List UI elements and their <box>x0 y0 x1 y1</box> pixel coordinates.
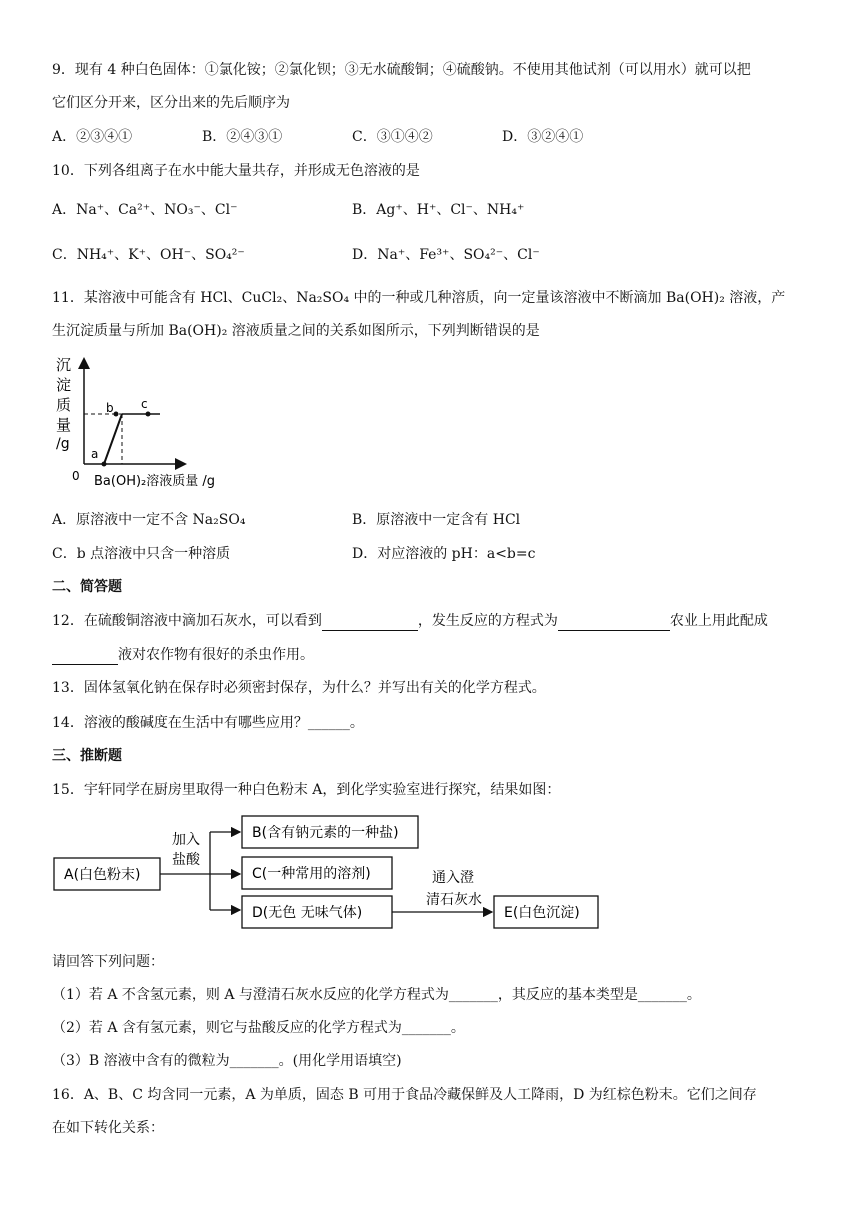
graph-xlabel: Ba(OH)₂溶液质量 /g <box>94 474 216 489</box>
graph-point-a <box>102 462 107 467</box>
q9-stem-line2: 它们区分开来，区分出来的先后顺序为 <box>52 95 290 111</box>
graph-rising-segment <box>104 414 122 464</box>
graph-label-a: a <box>91 447 99 461</box>
q9-option-a: A．②③④① <box>52 129 133 145</box>
add-label-2: 盐酸 <box>172 852 200 868</box>
q14-stem: 14．溶液的酸碱度在生活中有哪些应用？______。 <box>52 715 364 731</box>
graph-label-b: b <box>106 401 114 415</box>
q12-part4: 液对农作物有很好的杀虫作用。 <box>118 647 314 663</box>
box-a-label: A(白色粉末) <box>64 867 141 883</box>
q12-part1: 12．在硫酸铜溶液中滴加石灰水，可以看到 <box>52 613 322 629</box>
q10-option-c: C．NH₄⁺、K⁺、OH⁻、SO₄²⁻ <box>52 247 245 263</box>
q12-blank-2[interactable] <box>558 616 670 631</box>
q12-line1 <box>52 611 768 631</box>
q10-stem: 10．下列各组离子在水中能大量共存，并形成无色溶液的是 <box>52 163 420 179</box>
q9-stem-line1: 9．现有 4 种白色固体：①氯化铵；②氯化钡；③无水硫酸铜；④硫酸钠。不使用其他试剂（可以用水）就可以把 <box>52 62 751 78</box>
q12-blank-3[interactable] <box>52 650 118 665</box>
box-c-label: C(一种常用的溶剂) <box>252 866 371 882</box>
q10-option-a: A．Na⁺、Ca²⁺、NO₃⁻、Cl⁻ <box>52 202 238 218</box>
graph-origin: 0 <box>72 469 80 483</box>
q10-option-b: B．Ag⁺、H⁺、Cl⁻、NH₄⁺ <box>352 202 525 218</box>
q10-option-d: D．Na⁺、Fe³⁺、SO₄²⁻、Cl⁻ <box>352 247 540 263</box>
graph-ylabel-2: 质 <box>56 396 72 414</box>
graph-ylabel-0: 沉 <box>56 356 72 374</box>
box-b-label: B(含有钠元素的一种盐) <box>252 825 399 841</box>
add-label-1: 加入 <box>172 832 200 848</box>
q11-option-a: A．原溶液中一定不含 Na₂SO₄ <box>52 512 246 528</box>
graph-point-c <box>146 412 151 417</box>
pass-label-1: 通入澄 <box>432 870 474 886</box>
section-2-heading: 二、简答题 <box>52 579 122 595</box>
q15-sub1: （1）若 A 不含氢元素，则 A 与澄清石灰水反应的化学方程式为_______，其反应的基本类型是_______。 <box>52 987 701 1003</box>
q15-ask: 请回答下列问题： <box>52 954 164 970</box>
q15-sub2: （2）若 A 含有氢元素，则它与盐酸反应的化学方程式为_______。 <box>52 1020 465 1036</box>
box-d-label: D(无色 无味气体) <box>252 905 363 921</box>
box-e-label: E(白色沉淀) <box>504 905 580 921</box>
pass-label-2: 清石灰水 <box>426 892 482 908</box>
precipitate-graph <box>52 352 242 497</box>
graph-ylabel-4: /g <box>56 436 70 452</box>
q12-line2 <box>52 645 314 665</box>
q16-stem-line1: 16．A、B、C 均含同一元素，A 为单质，固态 B 可用于食品冷藏保鲜及人工降雨，D 为红棕色粉末。它们之间存 <box>52 1087 757 1103</box>
graph-ylabel-1: 淀 <box>56 376 72 394</box>
q11-option-b: B．原溶液中一定含有 HCl <box>352 512 521 528</box>
q12-part3: 农业上用此配成 <box>669 613 768 629</box>
q11-stem-line2: 生沉淀质量与所加 Ba(OH)₂ 溶液质量之间的关系如图所示，下列判断错误的是 <box>52 323 540 339</box>
graph-ylabel-3: 量 <box>56 416 72 434</box>
q15-stem: 15．宇轩同学在厨房里取得一种白色粉末 A，到化学实验室进行探究，结果如图： <box>52 782 561 798</box>
section-3-heading: 三、推断题 <box>52 748 122 764</box>
q12-part2: ，发生反应的方程式为 <box>417 613 558 629</box>
graph-point-b <box>114 412 119 417</box>
q11-option-c: C．b 点溶液中只含一种溶质 <box>52 546 231 562</box>
q15-flow-diagram <box>52 812 612 938</box>
q16-stem-line2: 在如下转化关系： <box>52 1120 164 1136</box>
q15-sub3: （3）B 溶液中含有的微粒为_______。(用化学用语填空) <box>52 1053 402 1069</box>
q9-option-b: B．②④③① <box>202 129 283 145</box>
q9-option-d: D．③②④① <box>502 129 584 145</box>
q11-option-d: D．对应溶液的 pH：a<b=c <box>352 546 536 562</box>
q13-stem: 13．固体氢氧化钠在保存时必须密封保存，为什么？并写出有关的化学方程式。 <box>52 680 546 696</box>
graph-label-c: c <box>141 397 148 411</box>
q11-stem-line1: 11．某溶液中可能含有 HCl、CuCl₂、Na₂SO₄ 中的一种或几种溶质，向一定量该溶液中不断滴加 Ba(OH)₂ 溶液，产 <box>52 290 786 306</box>
q12-blank-1[interactable] <box>322 616 418 631</box>
q9-option-c: C．③①④② <box>352 129 433 145</box>
